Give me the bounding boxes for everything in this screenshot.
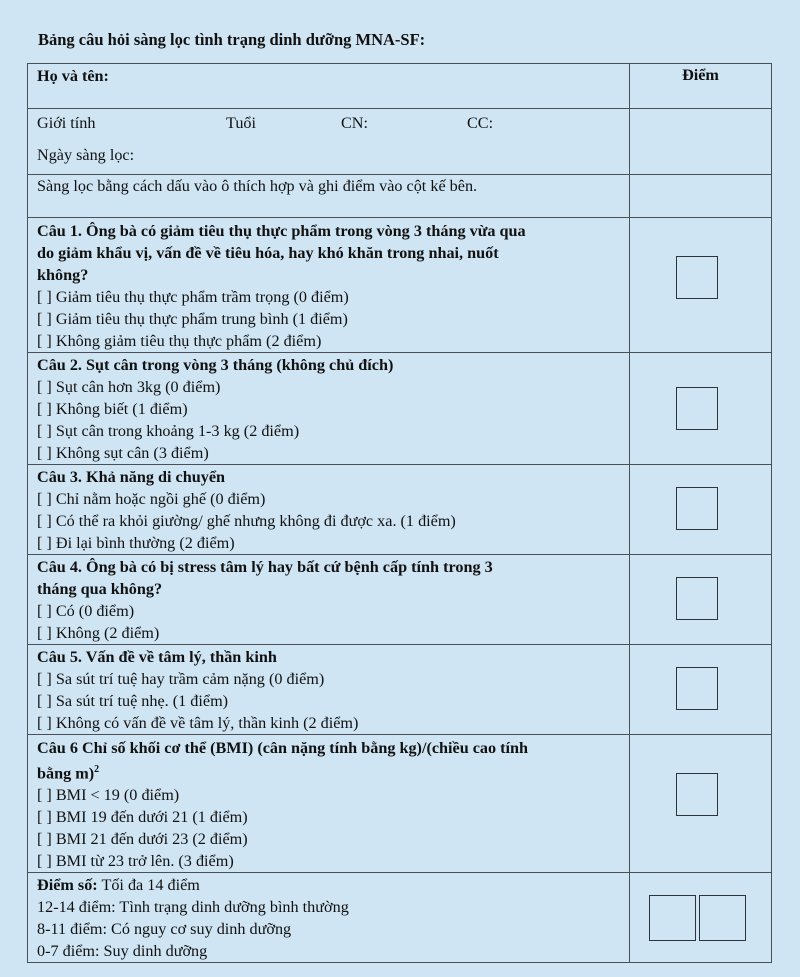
instruction-row bbox=[28, 175, 772, 218]
question-row bbox=[28, 353, 772, 465]
height-field: CC: bbox=[467, 114, 494, 132]
score-box-q3[interactable] bbox=[676, 487, 718, 530]
option[interactable]: [ ] Giảm tiêu thụ thực phẩm trung bình (1 điểm) bbox=[37, 310, 348, 328]
score-box-q6[interactable] bbox=[676, 773, 718, 816]
name-label: Họ và tên: bbox=[37, 67, 109, 85]
option[interactable]: [ ] Sa sút trí tuệ hay trầm cảm nặng (0 điểm) bbox=[37, 670, 325, 688]
total-score-box-units[interactable] bbox=[699, 895, 746, 941]
screening-table bbox=[27, 63, 772, 963]
option[interactable]: [ ] Sa sút trí tuệ nhẹ. (1 điểm) bbox=[37, 692, 229, 710]
form-title: Bảng câu hỏi sàng lọc tình trạng dinh dưỡng MNA-SF: bbox=[38, 30, 426, 49]
total-row bbox=[28, 873, 772, 963]
question-1-title: Câu 1. Ông bà có giảm tiêu thụ thực phẩm trong vòng 3 tháng vừa qua bbox=[37, 222, 526, 240]
gender-field: Giới tính bbox=[37, 114, 96, 132]
screen-date-field: Ngày sàng lọc: bbox=[37, 146, 135, 164]
option[interactable]: [ ] BMI từ 23 trở lên. (3 điểm) bbox=[37, 852, 234, 871]
total-label: Điểm số: bbox=[37, 876, 98, 895]
age-field: Tuổi bbox=[226, 114, 257, 132]
question-row: Câu 1. Ông bà có giảm tiêu thụ thực phẩm trong vòng 3 tháng vừa qua do giảm khẩu vị, vấn đề về tiêu hóa, hay khó khăn trong nhai, nuốt không? [ ] Giảm tiêu thụ thực phẩm trầm trọng (0 điểm) [ ] Giảm tiêu thụ thực phẩm trung bình (1 điểm) [ ] Không giảm tiêu thụ thực phẩm (2 điểm) bbox=[28, 218, 772, 353]
option[interactable]: [ ] Không (2 điểm) bbox=[37, 624, 160, 642]
option[interactable]: [ ] Sụt cân trong khoảng 1-3 kg (2 điểm) bbox=[37, 422, 300, 440]
instruction-text: Sàng lọc bằng cách dấu vào ô thích hợp và ghi điểm vào cột kế bên. bbox=[28, 175, 630, 218]
total-score-box-tens[interactable] bbox=[649, 895, 696, 941]
option[interactable]: [ ] Không giảm tiêu thụ thực phẩm (2 điểm) bbox=[37, 332, 322, 350]
score-box-q1[interactable] bbox=[676, 256, 718, 299]
total-max: Tối đa 14 điểm bbox=[97, 876, 200, 895]
info-row bbox=[28, 109, 772, 175]
info-score-cell bbox=[630, 109, 772, 175]
option[interactable]: [ ] Đi lại bình thường (2 điểm) bbox=[37, 534, 235, 552]
header-row bbox=[28, 64, 772, 109]
question-row: Câu 4. Ông bà có bị stress tâm lý hay bất cứ bệnh cấp tính trong 3 tháng qua không? [ ] Có (0 điểm) [ ] Không (2 điểm) bbox=[28, 555, 772, 645]
option[interactable]: [ ] Sụt cân hơn 3kg (0 điểm) bbox=[37, 378, 221, 396]
question-row bbox=[28, 465, 772, 555]
question-3-title: Câu 3. Khả năng di chuyển bbox=[37, 468, 226, 486]
range-line: 0-7 điểm: Suy dinh dưỡng bbox=[37, 942, 208, 961]
superscript: 2 bbox=[94, 764, 100, 775]
score-box-q2[interactable] bbox=[676, 387, 718, 430]
option[interactable]: [ ] Không biết (1 điểm) bbox=[37, 400, 188, 418]
option[interactable]: [ ] Chỉ nằm hoặc ngồi ghế (0 điểm) bbox=[37, 490, 266, 508]
question-2-title: Câu 2. Sụt cân trong vòng 3 tháng (không chủ đích) bbox=[37, 356, 394, 374]
question-row bbox=[28, 645, 772, 735]
option[interactable]: [ ] BMI < 19 (0 điểm) bbox=[37, 786, 180, 805]
option[interactable]: [ ] Không có vấn đề về tâm lý, thần kinh (2 điểm) bbox=[37, 714, 359, 732]
score-header: Điểm bbox=[630, 64, 772, 109]
question-4-title: Câu 4. Ông bà có bị stress tâm lý hay bất cứ bệnh cấp tính trong 3 bbox=[37, 558, 493, 576]
option[interactable]: [ ] Không sụt cân (3 điểm) bbox=[37, 444, 209, 462]
option[interactable]: [ ] Giảm tiêu thụ thực phẩm trầm trọng (0 điểm) bbox=[37, 288, 349, 306]
range-line: 8-11 điểm: Có nguy cơ suy dinh dưỡng bbox=[37, 920, 292, 939]
option[interactable]: [ ] BMI 21 đến dưới 23 (2 điểm) bbox=[37, 830, 248, 849]
option[interactable]: [ ] Có thể ra khỏi giường/ ghế nhưng không đi được xa. (1 điểm) bbox=[37, 512, 456, 530]
question-6-title: Câu 6 Chỉ số khối cơ thể (BMI) (cân nặng tính bằng kg)/(chiều cao tính bbox=[37, 739, 529, 757]
score-box-q4[interactable] bbox=[676, 577, 718, 620]
range-line: 12-14 điểm: Tình trạng dinh dưỡng bình thường bbox=[37, 898, 349, 917]
option[interactable]: [ ] BMI 19 đến dưới 21 (1 điểm) bbox=[37, 808, 248, 827]
option[interactable]: [ ] Có (0 điểm) bbox=[37, 602, 135, 620]
weight-field: CN: bbox=[341, 114, 368, 132]
score-box-q5[interactable] bbox=[676, 667, 718, 710]
question-row: Câu 6 Chỉ số khối cơ thể (BMI) (cân nặng tính bằng kg)/(chiều cao tính bằng m)$^2$ [ ] BMI < 19 (0 điểm) [ ] BMI 19 đến dưới 21 (1 điểm) [ ] BMI 21 đến dưới 23 (2 điểm) [ ] BMI từ 23 trở lên. (3 điểm) bbox=[28, 735, 772, 873]
question-5-title: Câu 5. Vấn đề về tâm lý, thần kinh bbox=[37, 648, 277, 666]
